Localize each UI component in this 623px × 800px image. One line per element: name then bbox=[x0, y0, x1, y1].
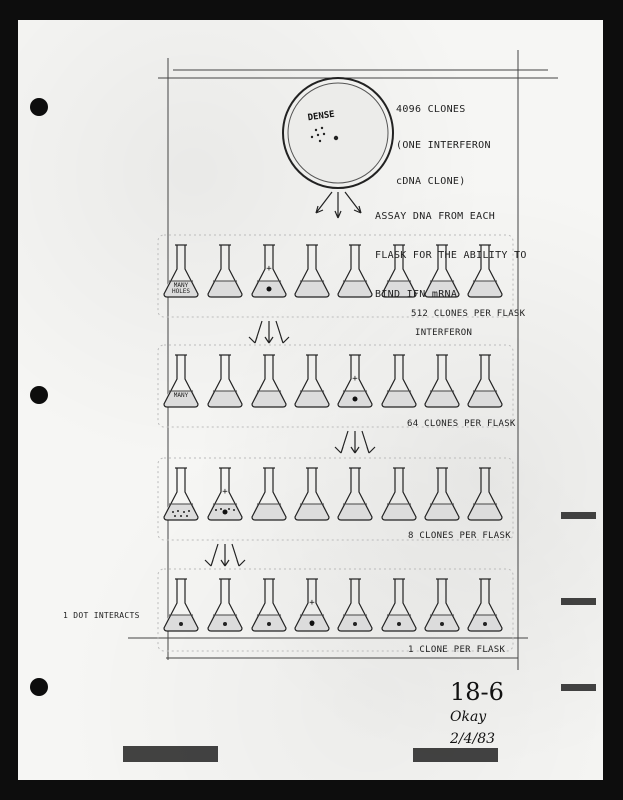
flask bbox=[468, 579, 502, 631]
dish-label: DENSE bbox=[307, 109, 336, 124]
row-caption: 1 CLONE PER FLASK bbox=[408, 645, 506, 655]
flask bbox=[208, 355, 242, 407]
flask bbox=[338, 355, 372, 407]
row-outline bbox=[158, 569, 513, 651]
flask-row bbox=[158, 458, 513, 566]
positive-mark: + bbox=[352, 374, 358, 384]
flask bbox=[382, 579, 416, 631]
descend-arrows bbox=[249, 321, 289, 343]
flask bbox=[295, 245, 329, 297]
row-caption: 512 CLONES PER FLASK bbox=[411, 309, 526, 319]
descend-arrows bbox=[335, 431, 375, 453]
petri-dish bbox=[283, 78, 393, 188]
dish-arrows bbox=[316, 192, 361, 218]
flask bbox=[468, 468, 502, 520]
flask bbox=[164, 245, 198, 297]
flask bbox=[295, 579, 329, 631]
positive-mark: + bbox=[266, 264, 272, 274]
flask bbox=[252, 245, 286, 297]
flask bbox=[295, 355, 329, 407]
positive-mark: + bbox=[309, 598, 315, 608]
flask bbox=[338, 245, 372, 297]
flask bbox=[164, 579, 198, 631]
diagram-canvas bbox=[18, 20, 603, 780]
flask bbox=[208, 579, 242, 631]
flask bbox=[252, 355, 286, 407]
assay-line: FLASK FOR THE ABILITY TO bbox=[375, 250, 527, 261]
approval-date: 2/4/83 bbox=[450, 731, 496, 747]
flask bbox=[164, 468, 198, 520]
flask-label: MANY bbox=[173, 392, 189, 399]
document-page bbox=[18, 20, 603, 780]
flask bbox=[208, 468, 242, 520]
flask bbox=[252, 468, 286, 520]
flask bbox=[338, 468, 372, 520]
flask bbox=[295, 468, 329, 520]
flask-label: MANY bbox=[173, 282, 189, 289]
row-caption: 8 CLONES PER FLASK bbox=[408, 531, 511, 541]
dish-caption-line: 4096 CLONES bbox=[396, 104, 466, 115]
side-note: 1 DOT INTERACTS bbox=[63, 611, 140, 620]
flask bbox=[164, 355, 198, 407]
page-number: 18-6 bbox=[450, 678, 504, 706]
flask bbox=[252, 579, 286, 631]
flask-label: HOLES bbox=[171, 288, 191, 295]
flask bbox=[338, 579, 372, 631]
row-outline bbox=[158, 458, 513, 540]
flask bbox=[208, 245, 242, 297]
approval-word: Okay bbox=[450, 709, 487, 725]
assay-line: ASSAY DNA FROM EACH bbox=[375, 211, 496, 222]
dish-caption-line: (ONE INTERFERON bbox=[396, 140, 491, 151]
assay-line: INTERFERON bbox=[415, 328, 473, 338]
assay-instruction bbox=[375, 184, 527, 366]
flask bbox=[425, 468, 459, 520]
row-caption: 64 CLONES PER FLASK bbox=[407, 419, 516, 429]
assay-line: BIND IFN mRNA bbox=[375, 289, 458, 300]
flask bbox=[382, 468, 416, 520]
flask bbox=[425, 579, 459, 631]
dish-caption-line: cDNA CLONE) bbox=[396, 176, 466, 187]
descend-arrows bbox=[205, 544, 245, 566]
flask-row bbox=[158, 569, 513, 651]
positive-mark: + bbox=[222, 487, 228, 497]
